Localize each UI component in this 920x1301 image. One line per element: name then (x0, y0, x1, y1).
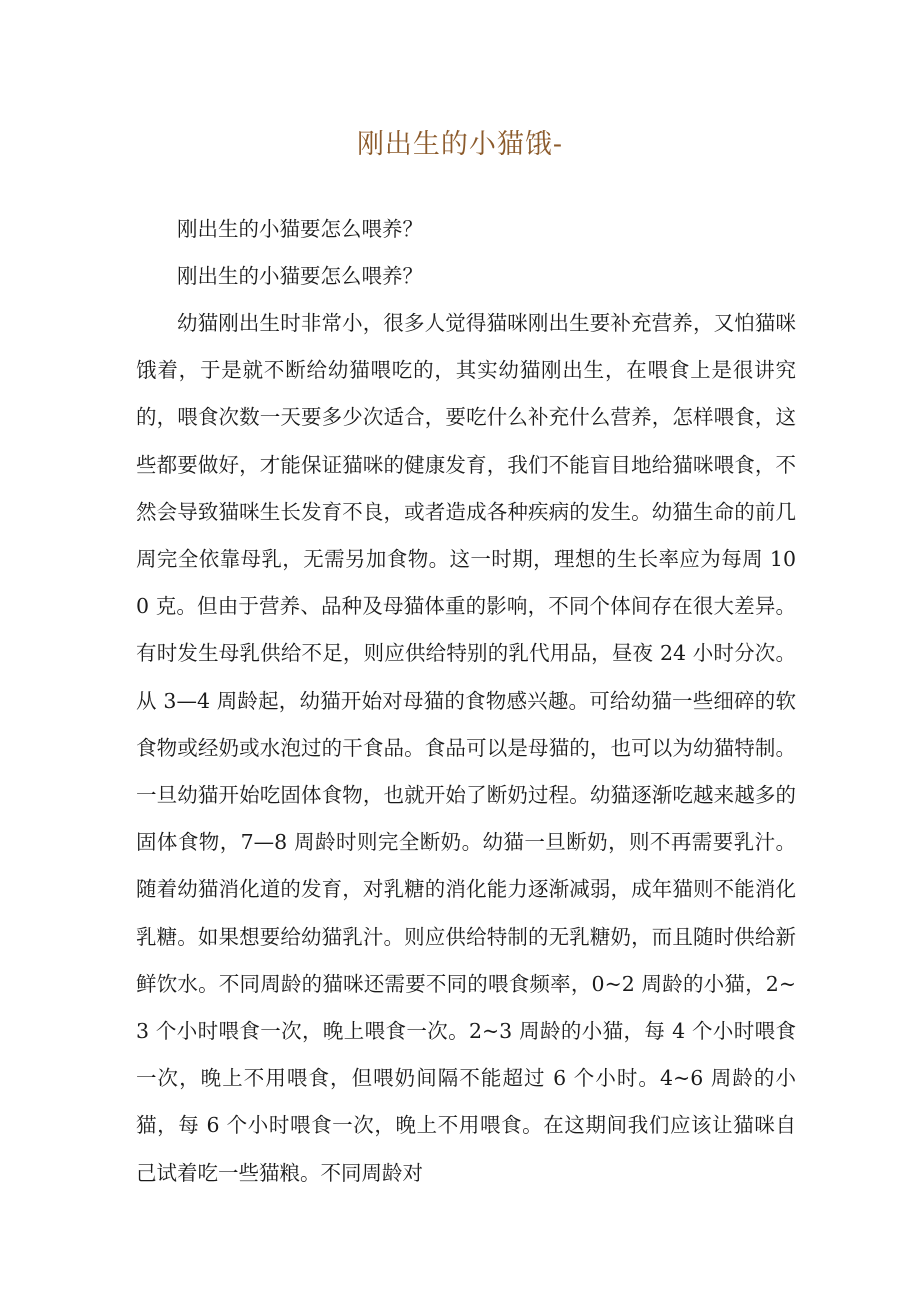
question-line-2: 刚出生的小猫要怎么喂养？ (177, 264, 423, 288)
body-paragraph: 幼猫刚出生时非常小，很多人觉得猫咪刚出生要补充营养，又怕猫咪饿着，于是就不断给幼猫喂吃的，其实幼猫刚出生，在喂食上是很讲究的，喂食次数一天要多少次适合，要吃什么补充什么营养，怎样喂食，这些都要做好，才能保证猫咪的健康发育，我们不能盲目地给猫咪喂食，不然会导致猫咪生长发育不良，或者造成各种疾病的发生。幼猫生命的前几周完全依靠母乳，无需另加食物。这一时期，理想的生长率应为每周 100 克。但由于营养、品种及母猫体重的影响，不同个体间存在很大差异。有时发生母乳供给不足，则应供给特别的乳代用品，昼夜 24 小时分次。从 3—4 周龄起，幼猫开始对母猫的食物感兴趣。可给幼猫一些细碎的软食物或经奶或水泡过的干食品。食品可以是母猫的，也可以为幼猫特制。一旦幼猫开始吃固体食物，也就开始了断奶过程。幼猫逐渐吃越来越多的固体食物，7—8 周龄时则完全断奶。幼猫一旦断奶，则不再需要乳汁。随着幼猫消化道的发育，对乳糖的消化能力逐渐减弱，成年猫则不能消化乳糖。如果想要给幼猫乳汁。则应供给特制的无乳糖奶，而且随时供给新鲜饮水。不同周龄的猫咪还需要不同的喂食频率，0~2 周龄的小猫，2~3 个小时喂食一次，晚上喂食一次。2~3 周龄的小猫，每 4 个小时喂食一次，晚上不用喂食，但喂奶间隔不能超过 6 个小时。4~6 周龄的小猫，每 6 个小时喂食一次，晚上不用喂食。在这期间我们应该让猫咪自己试着吃一些猫粮。不同周龄对 (136, 311, 796, 1185)
document-title: 刚出生的小猫饿- (356, 129, 564, 160)
question-line-1: 刚出生的小猫要怎么喂养？ (177, 217, 423, 241)
